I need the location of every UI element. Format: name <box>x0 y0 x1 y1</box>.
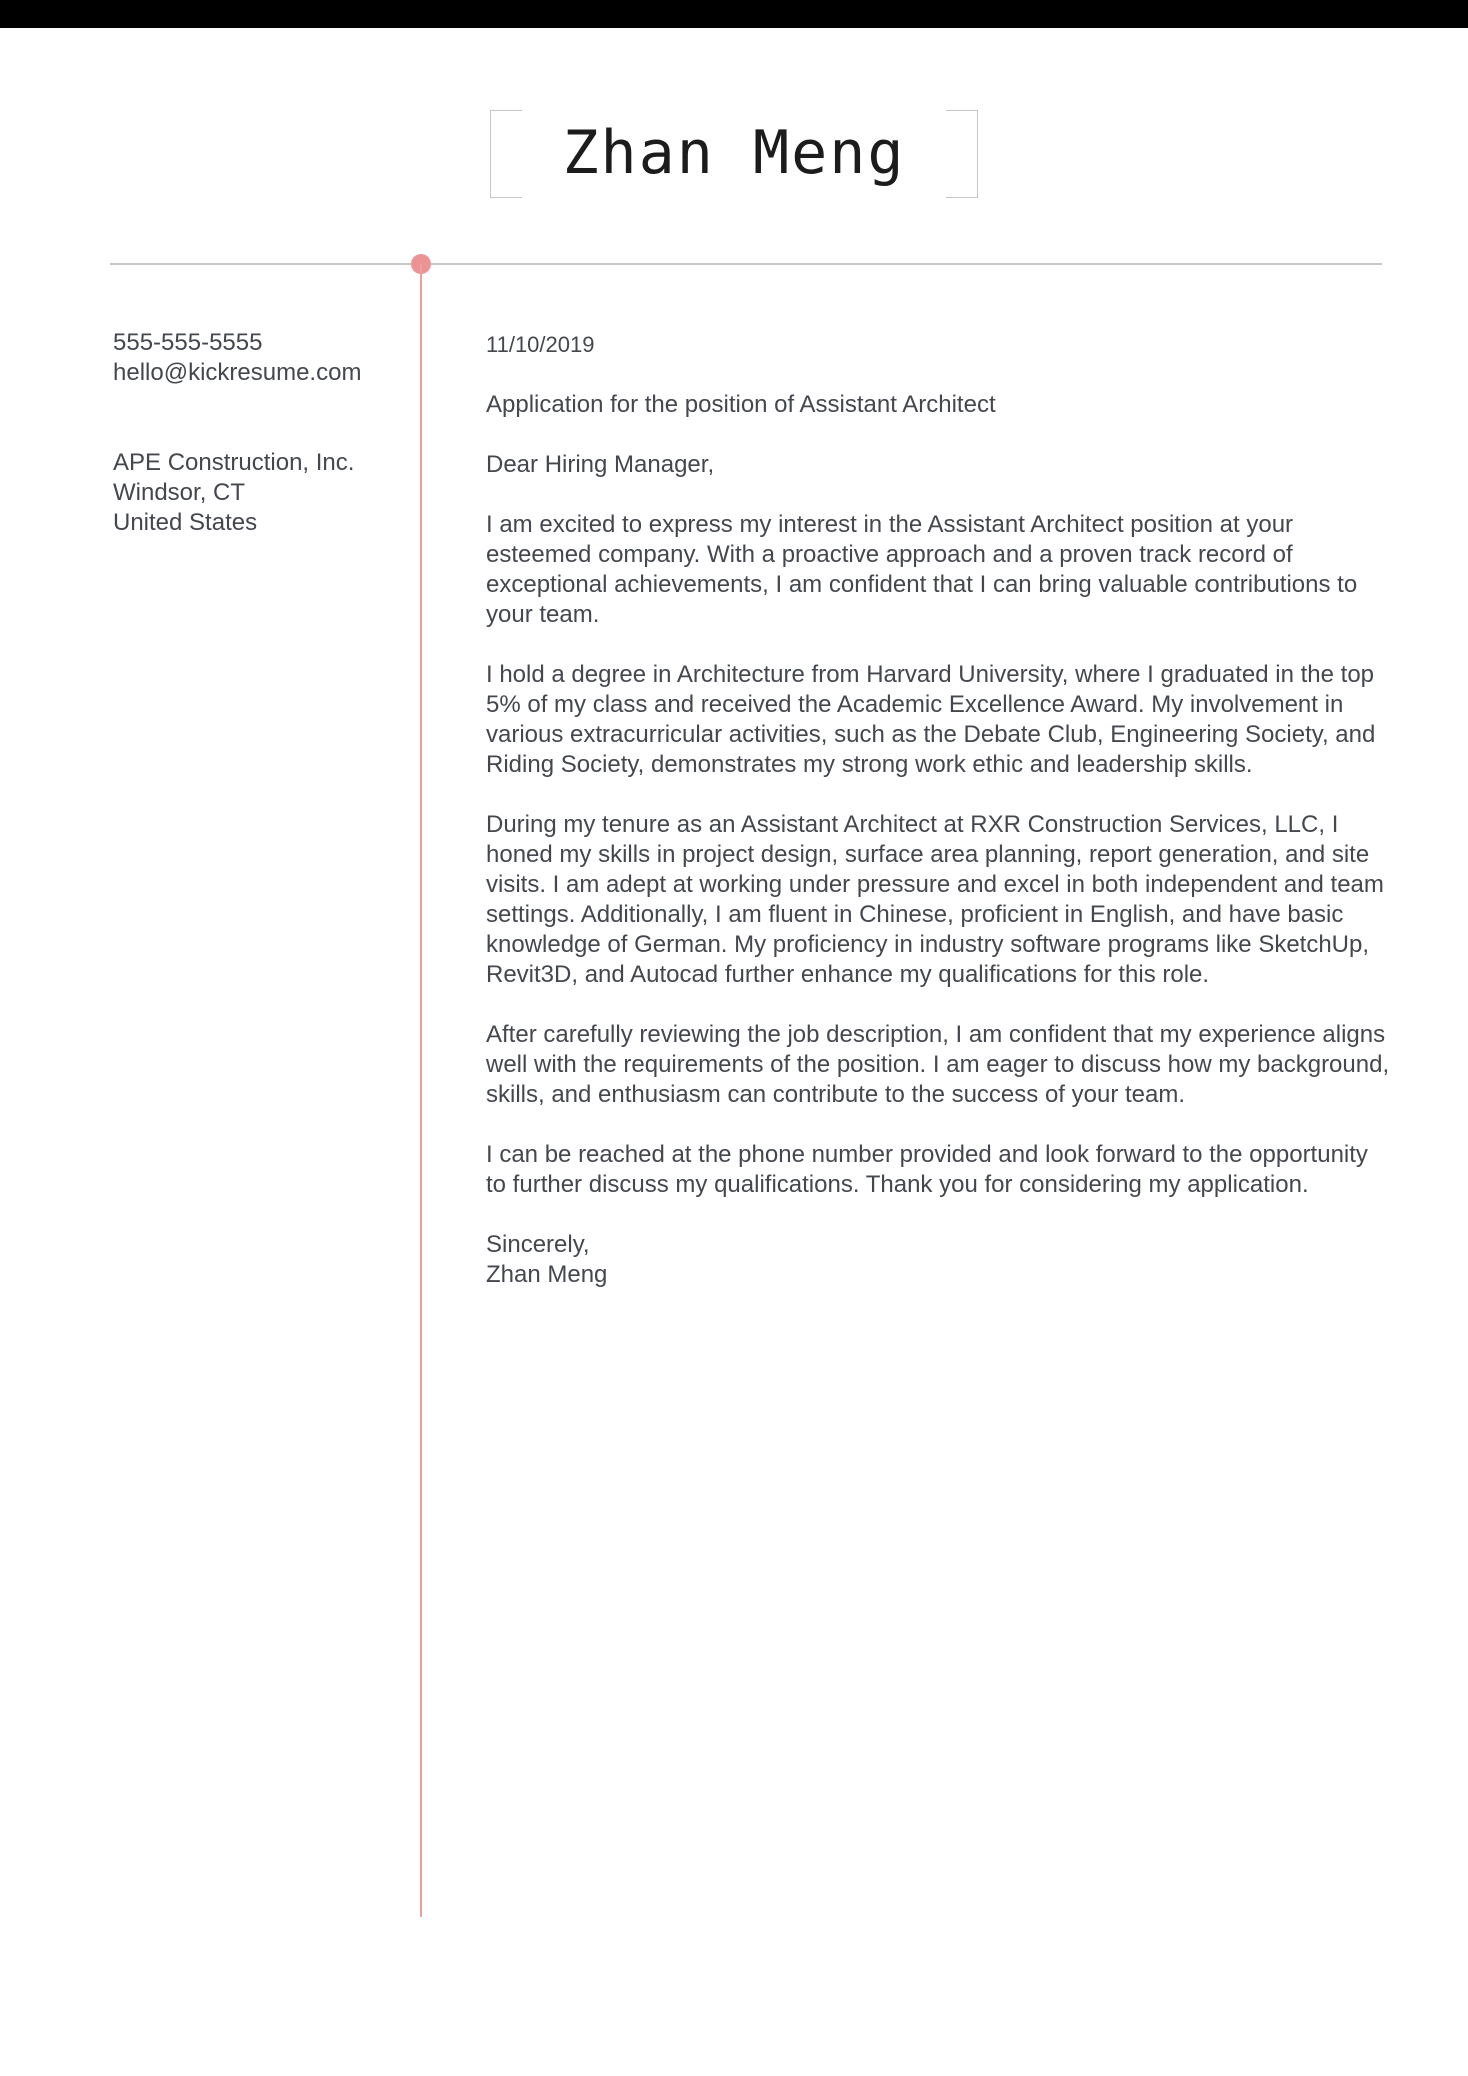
recipient-country: United States <box>113 509 258 536</box>
salutation: Dear Hiring Manager, <box>486 451 715 478</box>
letter-paragraph: I hold a degree in Architecture from Harvard University, where I graduated in the top 5% of my class and received the Academic Excellence Award. My involvement in various extracurricular activities, such as the Debate Club, Engineering Society, and Riding Society, demonstrates my strong work ethic and leadership skills. <box>486 661 1376 778</box>
subject-block <box>486 330 1392 420</box>
recipient-address-block <box>113 448 403 538</box>
closing: Sincerely, <box>486 1231 590 1258</box>
letter-date: 11/10/2019 <box>486 332 595 357</box>
top-bar <box>0 0 1468 28</box>
letter-paragraph: I can be reached at the phone number provided and look forward to the opportunity to further discuss my qualifications. Thank you for considering my application. <box>486 1141 1368 1198</box>
letter-paragraph: After carefully reviewing the job description, I am confident that my experience aligns well with the requirements of the position. I am eager to discuss how my background, skills, and enthusiasm can contribute to the success of your team. <box>486 1021 1390 1108</box>
recipient-city: Windsor, CT <box>113 479 246 506</box>
contact-block <box>113 328 403 388</box>
letter-paragraph: During my tenure as an Assistant Architect at RXR Construction Services, LLC, I honed my skills in project design, surface area planning, report generation, and site visits. I am adept at working under pressure and excel in both independent and team settings. Additionally, I am fluent in Chinese, proficient in English, and have basic knowledge of German. My proficiency in industry software programs like SketchUp, Revit3D, and Autocad further enhance my qualifications for this role. <box>486 811 1384 988</box>
letter-paragraph: I am excited to express my interest in the Assistant Architect position at your esteemed company. With a proactive approach and a proven track record of exceptional achievements, I am confident that I can bring valuable contributions to your team. <box>486 511 1358 628</box>
phone-number: 555-555-5555 <box>113 329 263 356</box>
signature: Zhan Meng <box>486 1261 608 1288</box>
accent-vertical-line <box>420 264 422 1917</box>
bracket-right-decoration <box>946 110 978 198</box>
email-address: hello@kickresume.com <box>113 359 362 386</box>
letter-body <box>486 330 1392 1290</box>
contact-sidebar <box>113 328 403 538</box>
bracket-left-decoration <box>490 110 522 198</box>
recipient-company: APE Construction, Inc. <box>113 449 355 476</box>
closing-block <box>486 1230 1392 1290</box>
header <box>0 110 1468 198</box>
section-divider-line <box>110 263 1382 265</box>
page-title: Zhan Meng <box>562 118 906 188</box>
letter-subject: Application for the position of Assistant Architect <box>486 391 996 418</box>
